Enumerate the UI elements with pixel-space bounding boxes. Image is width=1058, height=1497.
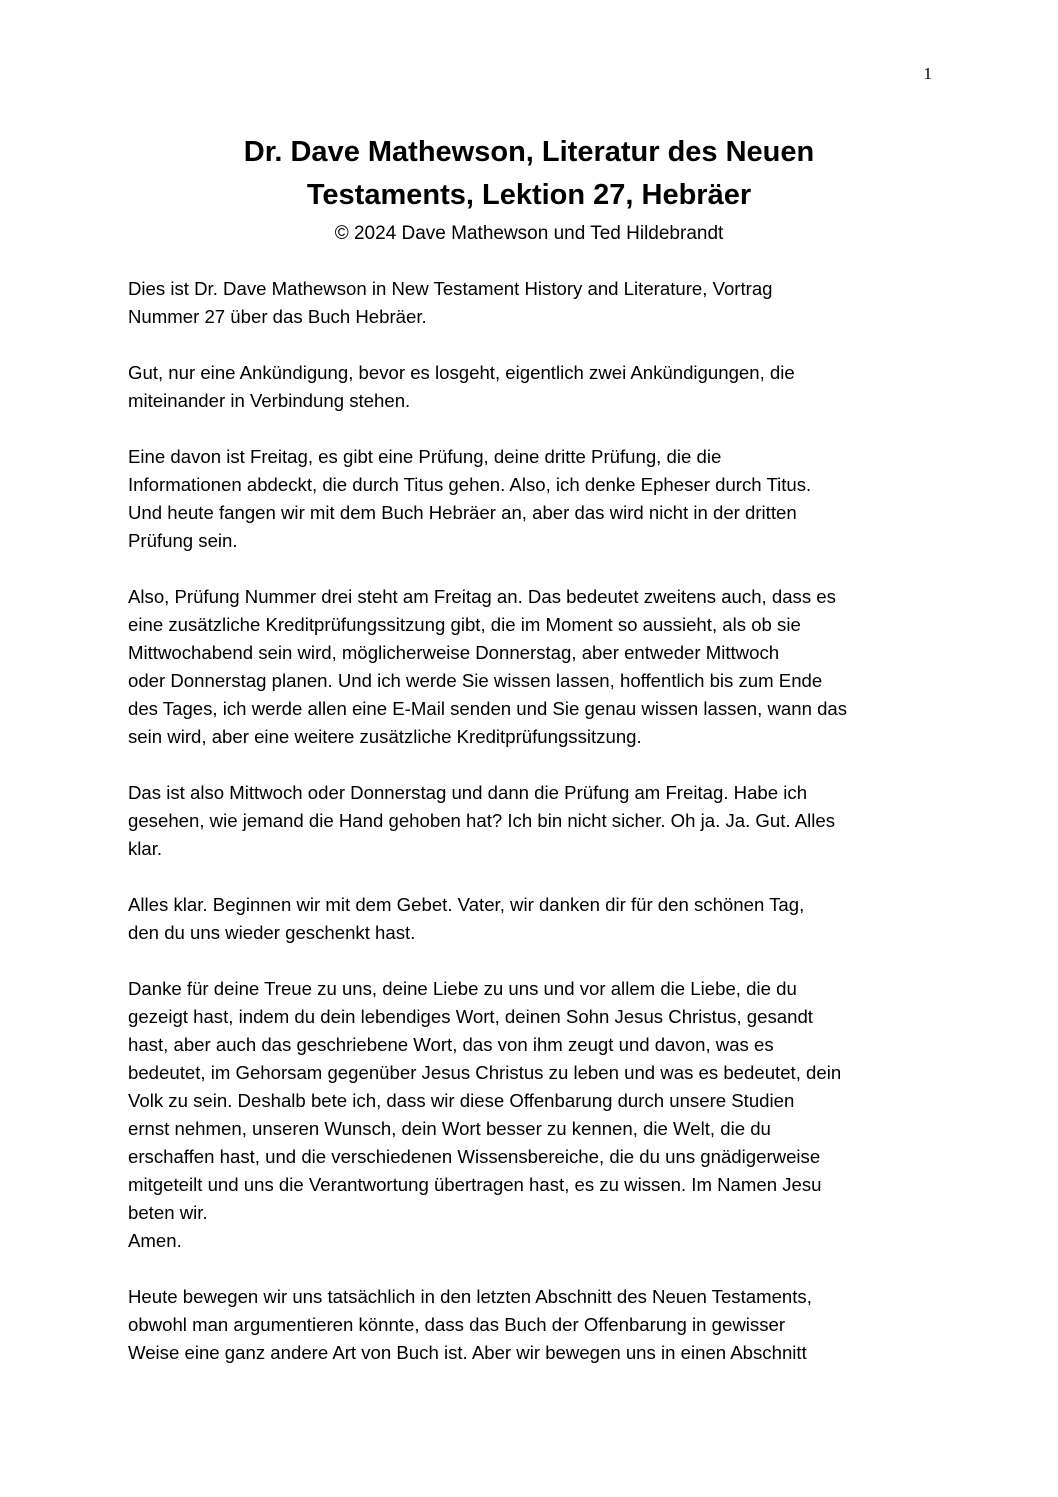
text-line: Und heute fangen wir mit dem Buch Hebräer an, aber das wird nicht in der dritten	[128, 502, 797, 523]
text-line: ernst nehmen, unseren Wunsch, dein Wort besser zu kennen, die Welt, die du	[128, 1118, 771, 1139]
paragraph	[128, 1283, 936, 1367]
text-line: sein wird, aber eine weitere zusätzliche Kreditprüfungssitzung.	[128, 726, 642, 747]
paragraph	[128, 779, 936, 863]
paragraph	[128, 359, 936, 415]
text-line: Prüfung sein.	[128, 530, 238, 551]
text-line: obwohl man argumentieren könnte, dass das Buch der Offenbarung in gewisser	[128, 1314, 786, 1335]
text-line: Gut, nur eine Ankündigung, bevor es losgeht, eigentlich zwei Ankündigungen, die	[128, 362, 795, 383]
text-line: Dies ist Dr. Dave Mathewson in New Testament History and Literature, Vortrag	[128, 278, 773, 299]
text-line: erschaffen hast, und die verschiedenen Wissensbereiche, die du uns gnädigerweise	[128, 1146, 821, 1167]
text-line: miteinander in Verbindung stehen.	[128, 390, 411, 411]
text-line: beten wir.	[128, 1202, 208, 1223]
text-line: mitgeteilt und uns die Verantwortung übertragen hast, es zu wissen. Im Namen Jesu	[128, 1174, 822, 1195]
text-line: oder Donnerstag planen. Und ich werde Sie wissen lassen, hoffentlich bis zum Ende	[128, 670, 823, 691]
text-line: Danke für deine Treue zu uns, deine Liebe zu uns und vor allem die Liebe, die du	[128, 978, 797, 999]
paragraph	[128, 891, 936, 947]
text-line: Alles klar. Beginnen wir mit dem Gebet. Vater, wir danken dir für den schönen Tag,	[128, 894, 805, 915]
title-line: Dr. Dave Mathewson, Literatur des Neuen	[243, 136, 815, 168]
text-line: Das ist also Mittwoch oder Donnerstag und dann die Prüfung am Freitag. Habe ich	[128, 782, 808, 803]
page-number: 1	[923, 64, 932, 83]
paragraph	[128, 975, 936, 1227]
text-line: Weise eine ganz andere Art von Buch ist. Aber wir bewegen uns in einen Abschnitt	[128, 1342, 807, 1363]
text-line: klar.	[128, 838, 163, 859]
text-line: bedeutet, im Gehorsam gegenüber Jesus Christus zu leben und was es bedeutet, dein	[128, 1062, 842, 1083]
text-line: Also, Prüfung Nummer drei steht am Freitag an. Das bedeutet zweitens auch, dass es	[128, 586, 836, 607]
text-line: des Tages, ich werde allen eine E-Mail senden und Sie genau wissen lassen, wann das	[128, 698, 848, 719]
title-line: Testaments, Lektion 27, Hebräer	[306, 179, 752, 211]
document-title	[128, 131, 930, 217]
paragraph	[128, 1227, 936, 1255]
text-line: hast, aber auch das geschriebene Wort, das von ihm zeugt und davon, was es	[128, 1034, 774, 1055]
text-line: Mittwochabend sein wird, möglicherweise Donnerstag, aber entweder Mittwoch	[128, 642, 780, 663]
paragraph	[128, 275, 936, 331]
paragraph	[128, 583, 936, 751]
text-line: gesehen, wie jemand die Hand gehoben hat? Ich bin nicht sicher. Oh ja. Ja. Gut. Alles	[128, 810, 836, 831]
text-line: Amen.	[128, 1230, 182, 1251]
document-header	[128, 131, 930, 247]
paragraph	[128, 443, 936, 555]
text-line: gezeigt hast, indem du dein lebendiges Wort, deinen Sohn Jesus Christus, gesandt	[128, 1006, 813, 1027]
text-line: Nummer 27 über das Buch Hebräer.	[128, 306, 427, 327]
document-body	[128, 275, 936, 1395]
text-line: Heute bewegen wir uns tatsächlich in den letzten Abschnitt des Neuen Testaments,	[128, 1286, 812, 1307]
text-line: den du uns wieder geschenkt hast.	[128, 922, 416, 943]
copyright-line: © 2024 Dave Mathewson und Ted Hildebrandt	[334, 223, 724, 244]
text-line: Eine davon ist Freitag, es gibt eine Prüfung, deine dritte Prüfung, die die	[128, 446, 722, 467]
text-line: Volk zu sein. Deshalb bete ich, dass wir diese Offenbarung durch unsere Studien	[128, 1090, 795, 1111]
text-line: eine zusätzliche Kreditprüfungssitzung gibt, die im Moment so aussieht, als ob sie	[128, 614, 801, 635]
text-line: Informationen abdeckt, die durch Titus gehen. Also, ich denke Epheser durch Titus.	[128, 474, 812, 495]
